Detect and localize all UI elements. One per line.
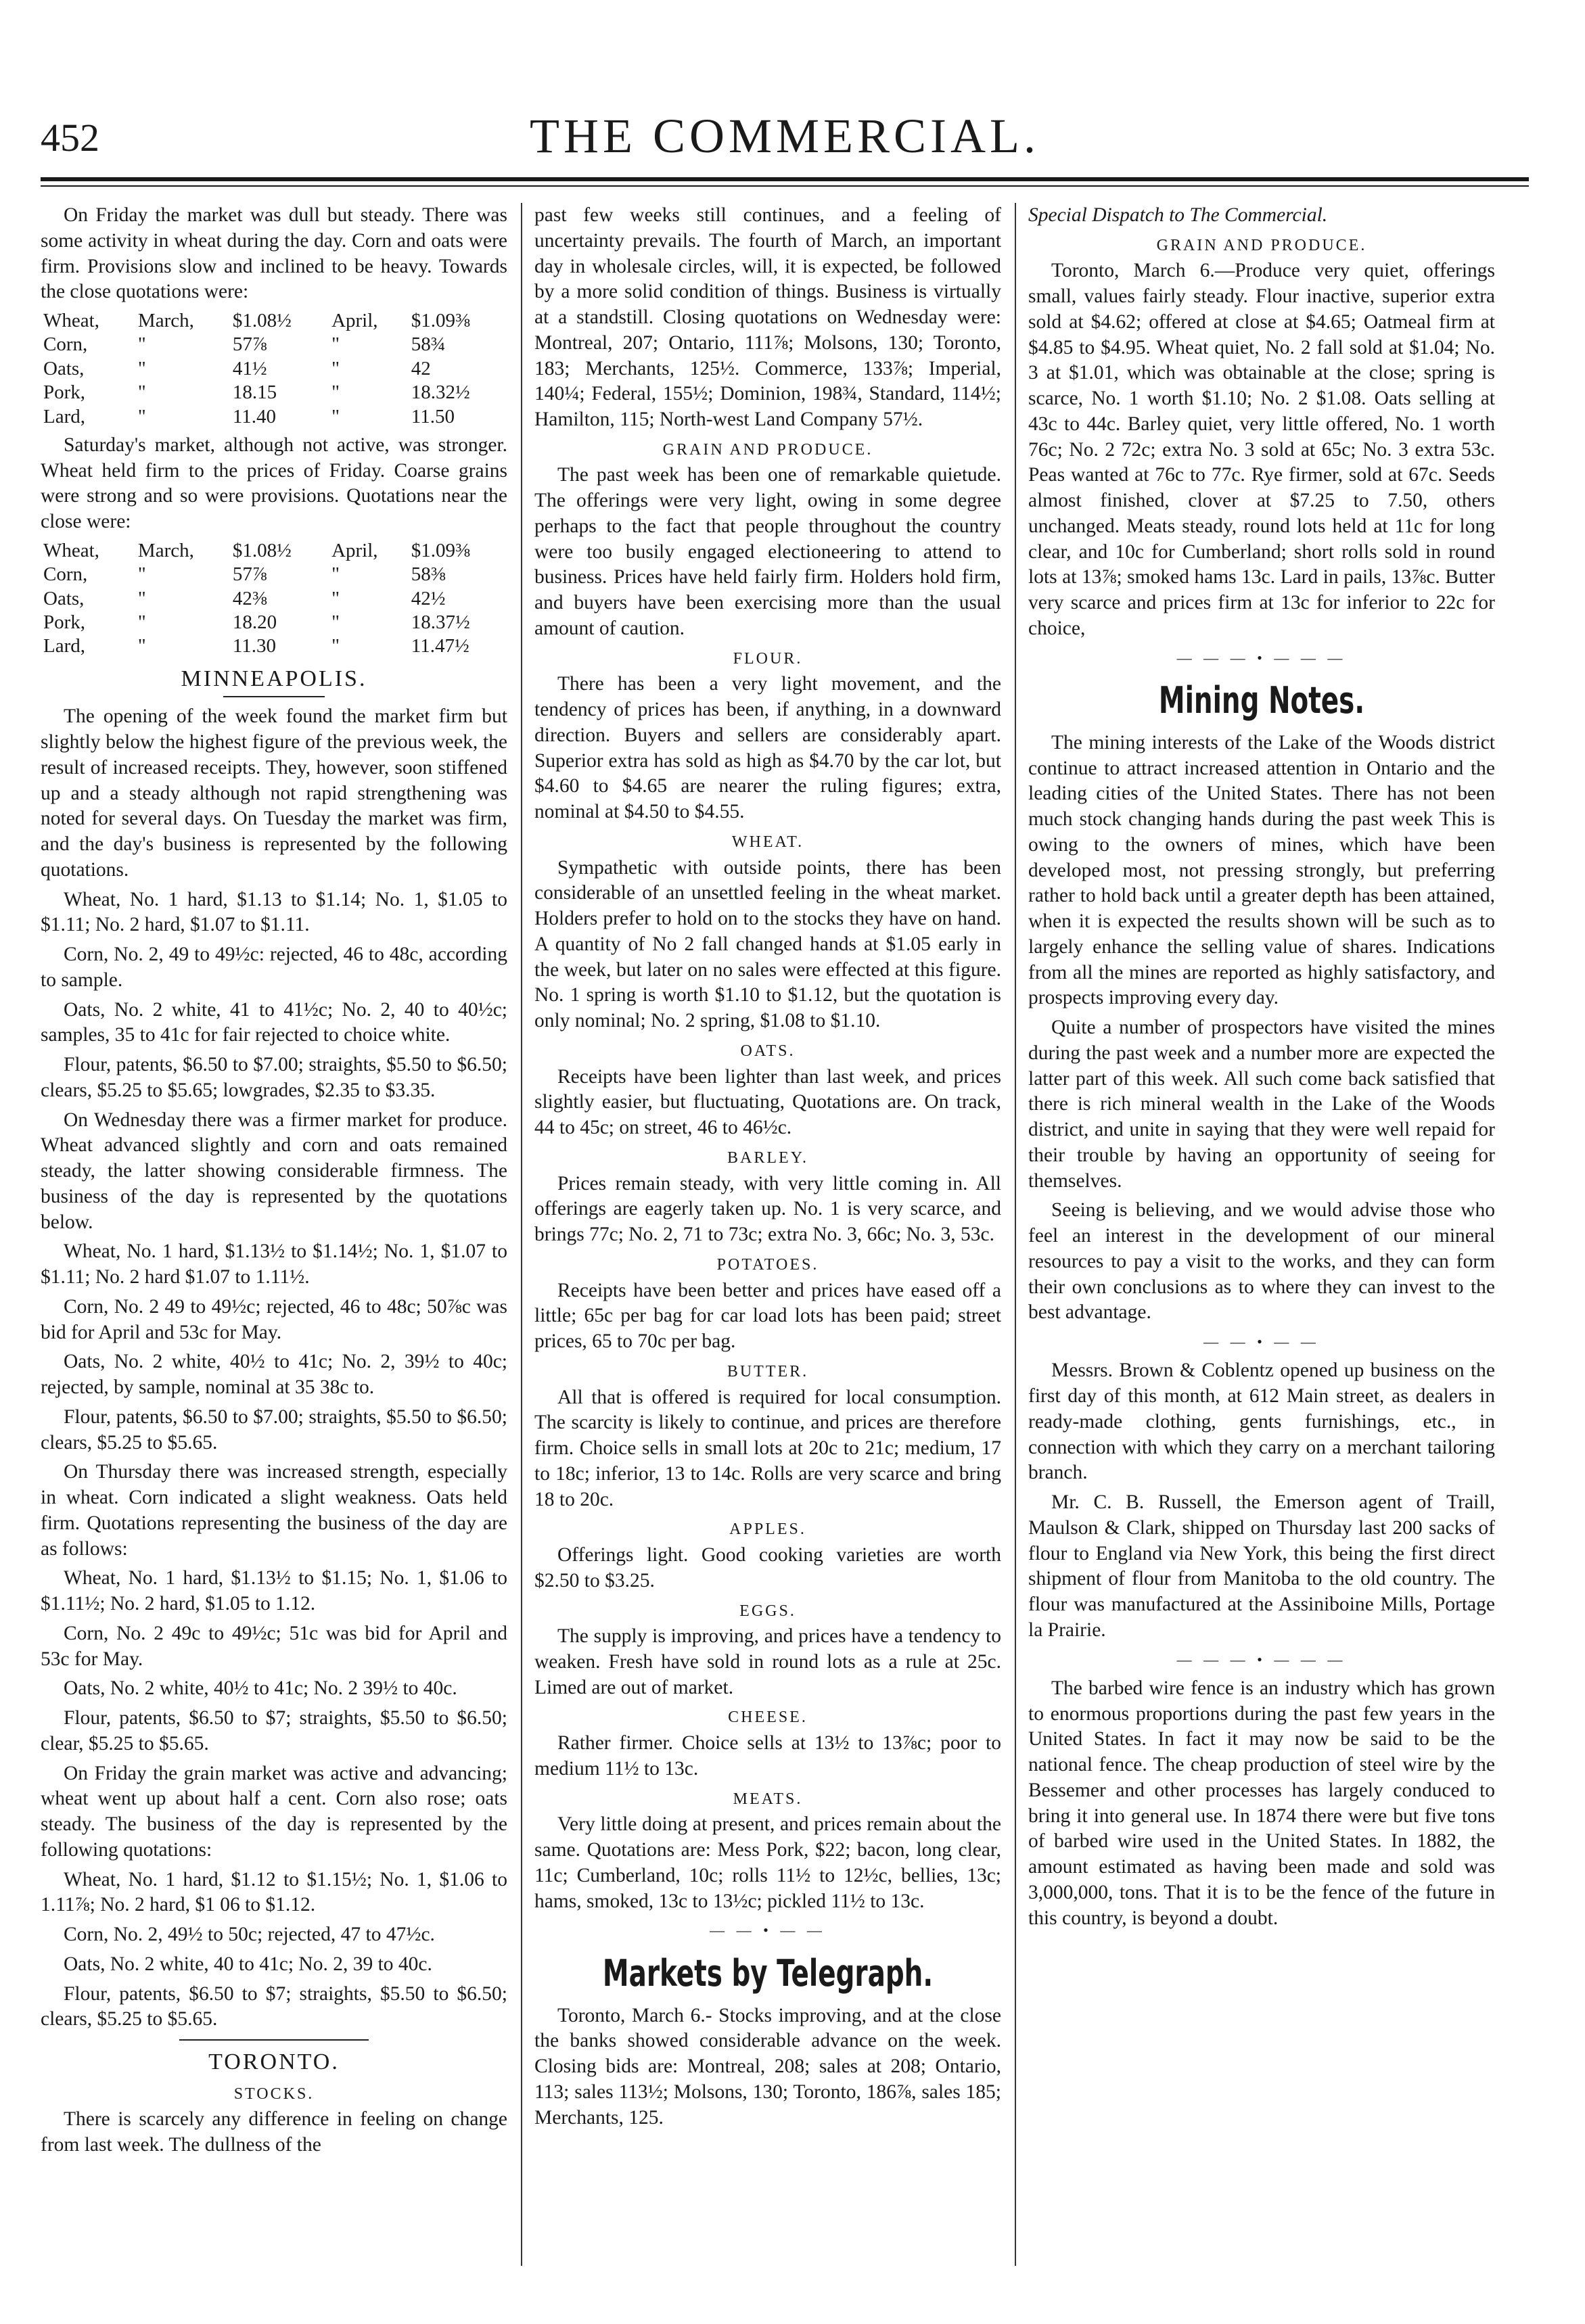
quotation-cell: 41½ (232, 357, 267, 379)
quotation-cell: Wheat, (43, 310, 99, 331)
quotation-cell: 42⅜ (232, 587, 267, 609)
quotation-cell: Oats, (43, 587, 85, 609)
header-rule-thin (41, 185, 1529, 187)
quotation-cell: 57⅞ (232, 333, 267, 356)
quotation-row (41, 381, 507, 404)
paragraph: The barbed wire fence is an industry which has grown to enormous proportions during the past few years in the United States. In fact it may now be said to be the national fence. The cheap production of steel wire by the Bessemer and other processes has largely conduced to bring it into general use. In 1874 there were but five tons of barbed wire used in the United States. In 1882, the amount estimated as having been made and sold was 3,000,000, tons. That it is to be the fence of the future in this country, is beyond a doubt. (1028, 1677, 1495, 1929)
quotation-row (41, 587, 507, 611)
quotation-cell: Corn, (43, 333, 88, 356)
paragraph: There is scarcely any difference in feeling on change from last week. The dullness of the (41, 2108, 507, 2156)
quotation-cell: " (137, 357, 146, 379)
quotation-cell: April, (331, 310, 378, 331)
paragraph: Flour, patents, $6.50 to $7; straights, $5.50 to $6.50; clears, $5.25 to $5.65. (41, 1982, 507, 2030)
page-number: 452 (41, 116, 99, 160)
quotation-cell: $1.09⅜ (411, 539, 470, 561)
quotation-cell: 11.47½ (411, 635, 469, 657)
paragraph: Corn, No. 2, 49 to 49½c: rejected, 46 to 48c, according to sample. (41, 944, 507, 991)
header-rule (41, 177, 1529, 181)
paragraph: Rather firmer. Choice sells at 13½ to 13⅞c; poor to medium 11½ to 13c. (534, 1732, 1001, 1780)
paragraph: Wheat, No. 1 hard, $1.13½ to $1.14½; No. 1, $1.07 to $1.11; No. 2 hard $1.07 to 1.11½. (41, 1240, 507, 1288)
quotation-row (41, 405, 507, 429)
paragraph: Toronto, March 6.—Produce very quiet, offerings small, values fairly steady. Flour inactive, superior extra sold at $4.62; offered at close at $4.65; Oatmeal firm at $4.85 to $4.95. Wheat quiet, No. 2 fall sold at $1.04; No. 3 at $1.01, which was obtainable at the close; spring is scarce, No. 1 worth $1.10; No. 2 $1.08. Oats selling at 43c to 44c. Barley quiet, very little offered, No. 1 worth 76c; No. 2 72c; extra No. 3 sold at 65c; No. 3 extra 53c. Peas wanted at 76c to 77c. Rye firmer, sold at 67c. Seeds almost finished, clover at $7.25 to 7.50, others unchanged. Meats steady, round lots held at 11c for long clear, and 10c for Cumberland; short rolls sold in round lots at 13⅞; smoked hams 13c. Lard in pails, 13⅞c. Butter very scarce and prices firm at 13c for inferior to 22c for choice, (1028, 260, 1495, 639)
quotation-cell: " (137, 611, 146, 633)
quotation-cell: March, (137, 310, 194, 331)
quotation-cell: Lard, (43, 635, 85, 657)
subheading-flour: FLOUR. (733, 649, 803, 668)
quotation-cell: 42 (411, 357, 431, 379)
quotation-cell: 18.32½ (411, 381, 470, 404)
quotation-cell: " (137, 587, 146, 609)
quotation-cell: " (331, 381, 340, 404)
quotation-row (41, 563, 507, 586)
section-heading-toronto: TORONTO. (208, 2049, 340, 2075)
quotation-cell: " (331, 563, 340, 586)
paragraph: Wheat, No. 1 hard, $1.13 to $1.14; No. 1, $1.05 to $1.11; No. 2 hard, $1.07 to $1.11. (41, 888, 507, 936)
paragraph: Oats, No. 2 white, 41 to 41½c; No. 2, 40 to 40½c; samples, 35 to 41c for fair rejected to choice white. (41, 998, 507, 1046)
paragraph: Mr. C. B. Russell, the Emerson agent of Traill, Maulson & Clark, shipped on Thursday last 200 sacks of flour to England via New York, this being the first direct shipment of flour from Manitoba to the old country. The flour was manufactured at the Assiniboine Mills, Portage la Prairie. (1028, 1491, 1495, 1641)
quotation-cell: " (331, 357, 340, 379)
column-3 (1028, 203, 1495, 2266)
quotation-cell: " (137, 405, 146, 427)
paragraph: On Wednesday there was a firmer market for produce. Wheat advanced slightly and corn and oats remained steady, the latter showing considerable firmness. The business of the day is represented by the quotations below. (41, 1109, 507, 1233)
paragraph: Flour, patents, $6.50 to $7; straights, $5.50 to $6.50; clear, $5.25 to $5.65. (41, 1707, 507, 1754)
quotation-cell: Corn, (43, 563, 88, 586)
paragraph: Receipts have been lighter than last week, and prices slightly easier, but fluctuating, Quotations are. On track, 44 to 45c; on street, 46 to 46½c. (534, 1065, 1001, 1139)
section-heading-markets-by-telegraph: Markets by Telegraph. (602, 1951, 934, 1995)
paragraph: Very little doing at present, and prices remain about the same. Quotations are: Mess Pork, $22; bacon, long clear, 11c; Cumberland, 10c; rolls 11½ to 12½c, bellies, 13c; hams, smoked, 13c to 13½c; pickled 11½ to 13c. (534, 1813, 1001, 1912)
quotation-cell: March, (137, 539, 194, 561)
quotation-cell: Wheat, (43, 539, 99, 561)
paragraph: Prices remain steady, with very little coming in. All offerings are eagerly taken up. No. 1 is very scarce, and brings 77c; No. 2, 71 to 73c; extra No. 3, 66c; No. 3, 53c. (534, 1172, 1001, 1246)
ornament-separator: — — • — — (1203, 1333, 1320, 1351)
column-2 (534, 203, 1001, 2266)
paragraph: Corn, No. 2, 49½ to 50c; rejected, 47 to 47½c. (64, 1924, 435, 1946)
quotation-cell: 57⅞ (232, 563, 267, 586)
quotation-table-friday (41, 309, 507, 429)
paragraph: Messrs. Brown & Coblentz opened up business on the first day of this month, at 612 Main street, as dealers in ready-made clothing, gents furnishings, etc., in connection with which they carry on a merchant tailoring branch. (1028, 1359, 1495, 1484)
paragraph: The supply is improving, and prices have a tendency to weaken. Fresh have sold in round lots as a rule at 25c. Limed are out of market. (534, 1625, 1001, 1698)
quotation-cell: Pork, (43, 381, 86, 404)
section-heading-minneapolis: MINNEAPOLIS. (181, 666, 367, 691)
subheading-potatoes: POTATOES. (716, 1255, 819, 1274)
paragraph: Sympathetic with outside points, there has been considerable of an unsettled feeling in the wheat market. Holders prefer to hold on to the stocks they have on hand. A quantity of No 2 fall changed hands at $1.05 early in the week, but later on no sales were effected at this figure. No. 1 spring is worth $1.10 to $1.12, but the quotation is only nominal; No. 2 spring, $1.08 to $1.10. (534, 856, 1001, 1032)
quotation-cell: 42½ (411, 587, 446, 609)
paragraph: Corn, No. 2 49 to 49½c; rejected, 46 to 48c; 50⅞c was bid for April and 53c for May. (41, 1295, 507, 1343)
ornament-separator: — — — • — — — (1176, 649, 1347, 666)
quotation-row (41, 539, 507, 563)
quotation-cell: 18.20 (232, 611, 277, 633)
paragraph: Oats, No. 2 white, 40½ to 41c; No. 2, 39½ to 40c; rejected, by sample, nominal at 35 38c to. (41, 1351, 507, 1399)
subheading-apples: APPLES. (729, 1520, 806, 1539)
paragraph: Toronto, March 6.- Stocks improving, and at the close the banks showed considerable advance on the week. Closing bids are: Montreal, 208; sales at 208; Ontario, 113; sales 113½; Molsons, 130; Toronto, 186⅞, sales 185; Merchants, 125. (534, 2004, 1001, 2129)
ornament-separator: — — • — — (710, 1922, 826, 1939)
paragraph: Saturday's market, although not active, was stronger. Wheat held firm to the prices of Friday. Coarse grains were strong and so were provisions. Quotations near the close were: (41, 434, 507, 533)
subheading-oats: OATS. (740, 1042, 796, 1060)
paragraph: Wheat, No. 1 hard, $1.12 to $1.15½; No. 1, $1.06 to 1.11⅞; No. 2 hard, $1 06 to $1.12. (41, 1868, 507, 1916)
paragraph: Flour, patents, $6.50 to $7.00; straights, $5.50 to $6.50; clears, $5.25 to $5.65. (41, 1405, 507, 1454)
section-heading-mining-notes: Mining Notes. (1158, 678, 1365, 722)
paragraph: On Friday the market was dull but steady. There was some activity in wheat during the day. Corn and oats were firm. Provisions slow and inclined to be heavy. Towards the close quotations were: (41, 204, 507, 303)
ornament-separator: — — — • — — — (1176, 1650, 1347, 1668)
quotation-cell: " (331, 635, 340, 657)
subheading-cheese: CHEESE. (728, 1709, 808, 1727)
paragraph: There has been a very light movement, and the tendency of prices has been, if anything, in a downward direction. Buyers and sellers are considerably apart. Superior extra has sold as high as $4.70 by the car lot, but $4.60 to $4.65 are nearer the ruling figures; extra, nominal at $4.50 to $4.55. (534, 673, 1001, 823)
quotation-cell: 11.50 (411, 405, 455, 427)
paragraph: Corn, No. 2 49c to 49½c; 51c was bid for April and 53c for May. (41, 1622, 507, 1670)
quotation-cell: Lard, (43, 405, 85, 427)
paragraph: Wheat, No. 1 hard, $1.13½ to $1.15; No. 1, $1.06 to $1.11½; No. 2 hard, $1.05 to 1.12. (41, 1567, 507, 1615)
quotation-row (41, 309, 507, 333)
quotation-cell: Pork, (43, 611, 86, 633)
masthead-title: THE COMMERCIAL. (530, 109, 1040, 163)
column-1 (41, 203, 507, 2266)
quotation-cell: $1.09⅜ (411, 310, 470, 331)
page-header (41, 108, 1529, 169)
dispatch-credit: Special Dispatch to The Commercial. (1028, 204, 1328, 226)
quotation-cell: " (331, 611, 340, 633)
paragraph: Seeing is believing, and we would advise those who feel an interest in the development of our mineral resources to pay a visit to the works, and they can form their own conclusions as to where they can invest to the best advantage. (1028, 1199, 1495, 1324)
quotation-cell: " (331, 405, 340, 427)
paragraph: Offerings light. Good cooking varieties are worth $2.50 to $3.25. (534, 1544, 1001, 1591)
subheading-stocks: STOCKS. (233, 2085, 315, 2103)
quotation-cell: 18.15 (232, 381, 277, 404)
quotation-cell: " (137, 381, 146, 404)
quotation-row (41, 634, 507, 658)
subheading-barley: BARLEY. (727, 1148, 808, 1167)
quotation-cell: 11.40 (232, 405, 277, 427)
paragraph: On Thursday there was increased strength, especially in wheat. Corn indicated a slight weakness. Oats held firm. Quotations representing the business of the day are as follows: (41, 1461, 507, 1560)
paragraph: The opening of the week found the market firm but slightly below the highest figure of the previous week, the result of increased receipts. They, however, soon stiffened up and a steady although not rapid strengthening was noted for several days. On Tuesday the market was firm, and the day's business is represented by the following quotations. (41, 705, 507, 881)
paragraph: Flour, patents, $6.50 to $7.00; straights, $5.50 to $6.50; clears, $5.25 to $5.65; lowgrades, $2.35 to $3.35. (41, 1054, 507, 1101)
quotation-cell: Oats, (43, 357, 85, 379)
quotation-cell: 58⅜ (411, 563, 446, 586)
quotation-row (41, 333, 507, 356)
quotation-cell: 11.30 (232, 635, 277, 657)
subheading-butter: BUTTER. (727, 1362, 809, 1380)
paragraph: Receipts have been better and prices have eased off a little; 65c per bag for car load lots has been paid; street prices, 65 to 70c per bag. (534, 1279, 1001, 1353)
heading-rule (223, 696, 325, 697)
quotation-cell: $1.08½ (232, 539, 292, 561)
paragraph: All that is offered is required for local consumption. The scarcity is likely to continue, and prices are therefore firm. Choice sells in small lots at 20c to 21c; medium, 17 to 18c; inferior, 13 to 14c. Rolls are very scarce and bring 18 to 20c. (534, 1386, 1001, 1510)
quotation-table-saturday (41, 539, 507, 659)
paragraph: Oats, No. 2 white, 40½ to 41c; No. 2 39½ to 40c. (64, 1677, 457, 1700)
subheading-grain-and-produce: GRAIN AND PRODUCE. (662, 440, 873, 459)
quotation-cell: $1.08½ (232, 310, 292, 331)
quotation-cell: " (137, 333, 146, 356)
subheading-eggs: EGGS. (739, 1602, 796, 1620)
paragraph: The past week has been one of remarkable quietude. The offerings were very light, owing in some degree perhaps to the fact that people throughout the country were too busily engaged electioneering to attend to business. Prices have held fairly firm. Holders hold firm, and buyers have been exercising more than the usual amount of caution. (534, 464, 1001, 639)
quotation-cell: 58¾ (411, 333, 446, 356)
subheading-meats: MEATS. (733, 1790, 803, 1808)
quotation-cell: April, (331, 539, 378, 561)
quotation-cell: " (137, 563, 146, 586)
quotation-cell: " (137, 635, 146, 657)
column-divider (521, 203, 522, 2266)
subheading-wheat: WHEAT. (731, 833, 804, 851)
quotation-row (41, 611, 507, 634)
quotation-cell: " (331, 333, 340, 356)
subheading-grain-and-produce: GRAIN AND PRODUCE. (1156, 236, 1367, 254)
quotation-row (41, 357, 507, 381)
quotation-cell: " (331, 587, 340, 609)
paragraph: The mining interests of the Lake of the Woods district continue to attract increased attention in Ontario and the leading cities of the United States. There has not been much stock changing hands during the past week This is owing to the owners of mines, which have been developed most, not pressing strongly, but preferring rather to hold back until a greater depth has been attained, when it is expected the results shown will be such as to largely enhance the selling value of shares. Indications from all the mines are reported as highly satisfactory, and prospects improving every day. (1028, 731, 1495, 1009)
column-divider (1015, 203, 1016, 2266)
paragraph: On Friday the grain market was active and advancing; wheat went up about half a cent. Corn also rose; oats steady. The business of the day is represented by the following quotations: (41, 1762, 507, 1861)
quotation-cell: 18.37½ (411, 611, 470, 633)
paragraph: past few weeks still continues, and a feeling of uncertainty prevails. The fourth of March, an important day in wholesale circles, will, it is expected, be followed by a more solid condition of things. Business is virtually at a standstill. Closing quotations on Wednesday were: Montreal, 207; Ontario, 111⅞; Molsons, 130; Toronto, 183; Merchants, 125½. Commerce, 133⅞; Imperial, 140¼; Federal, 155½; Dominion, 198¾, Standard, 114½; Hamilton, 115; North-west Land Company 57½. (534, 204, 1001, 430)
paragraph: Quite a number of prospectors have visited the mines during the past week and a number more are expected the latter part of this week. All such come back satisfied that there is rich mineral wealth in the Lake of the Woods district, and unite in saying that they were well repaid for their trouble by having an opportunity of seeing for themselves. (1028, 1017, 1495, 1192)
paragraph: Oats, No. 2 white, 40 to 41c; No. 2, 39 to 40c. (64, 1953, 432, 1975)
section-rule (179, 2039, 369, 2041)
